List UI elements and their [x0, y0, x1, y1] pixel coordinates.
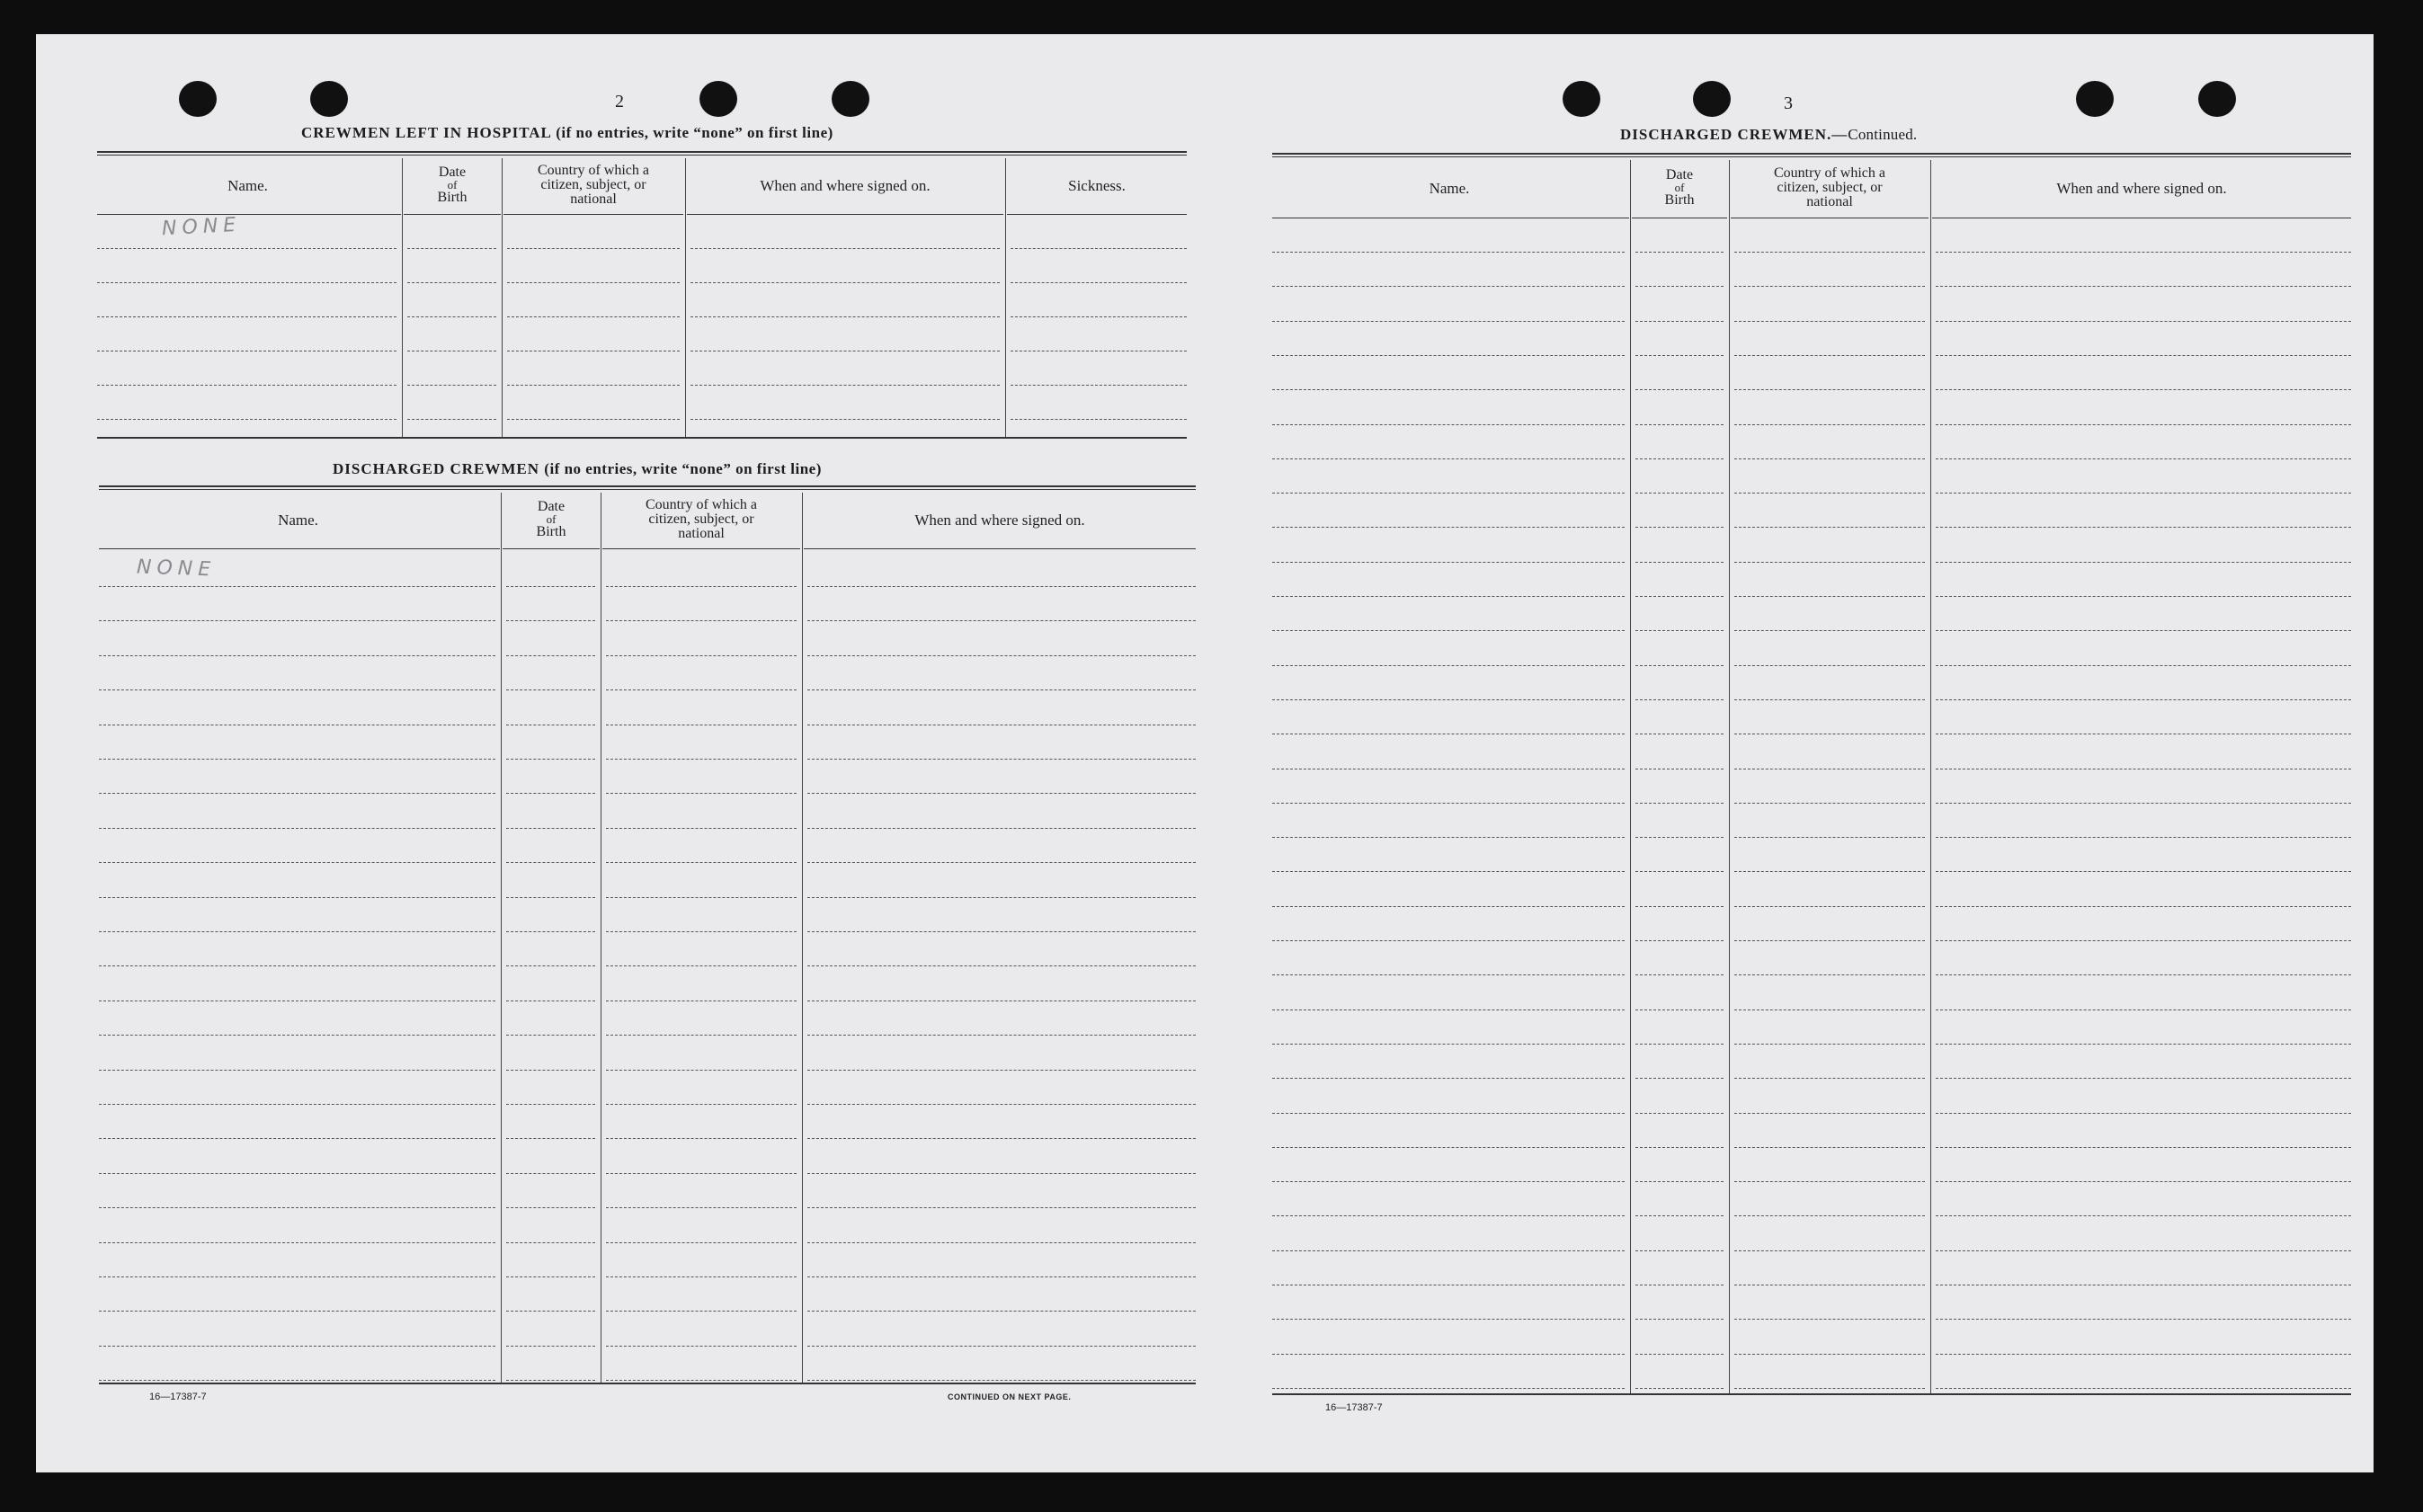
- ruled-line: [1635, 699, 1724, 700]
- ruled-line: [1734, 940, 1925, 941]
- ruled-line: [1936, 424, 2351, 425]
- handwritten-entry: NONE: [136, 556, 217, 582]
- ruled-line: [1635, 286, 1724, 287]
- table-bottom-rule: [99, 1383, 1196, 1384]
- ruled-line: [1734, 699, 1925, 700]
- ruled-line: [506, 759, 595, 760]
- ruled-line: [1936, 493, 2351, 494]
- ruled-line: [1635, 458, 1724, 459]
- ruled-line: [407, 419, 496, 420]
- page-number-right: 3: [1784, 93, 1793, 113]
- ruled-line: [1936, 1354, 2351, 1355]
- ruled-line: [1635, 1354, 1724, 1355]
- ruled-line: [807, 931, 1196, 932]
- ruled-line: [807, 1035, 1196, 1036]
- ruled-line: [97, 248, 396, 249]
- ruled-line: [606, 759, 797, 760]
- ruled-line: [1272, 630, 1625, 631]
- ruled-line: [1734, 1113, 1925, 1114]
- ruled-line: [807, 1242, 1196, 1243]
- ruled-line: [1635, 1215, 1724, 1216]
- ruled-line: [99, 1276, 495, 1277]
- ruled-line: [1635, 1009, 1724, 1010]
- ruled-line: [1635, 562, 1724, 563]
- ruled-line: [1734, 803, 1925, 804]
- ruled-line: [606, 1035, 797, 1036]
- ruled-line: [807, 586, 1196, 587]
- ruled-line: [606, 1070, 797, 1071]
- ruled-line: [1734, 1215, 1925, 1216]
- col-header-sickness: Sickness.: [1068, 176, 1126, 194]
- ruled-line: [1272, 665, 1625, 666]
- ruled-line: [606, 1311, 797, 1312]
- ruled-line: [807, 1104, 1196, 1105]
- punch-hole: [2198, 81, 2236, 117]
- ruled-line: [506, 1311, 595, 1312]
- ruled-line: [690, 385, 1000, 386]
- table-bottom-rule: [97, 437, 1187, 439]
- ruled-line: [99, 1035, 495, 1036]
- ruled-line: [1635, 596, 1724, 597]
- ruled-line: [506, 862, 595, 863]
- ruled-line: [1635, 940, 1724, 941]
- discharged-table: [99, 485, 1196, 1429]
- ruled-line: [807, 689, 1196, 690]
- ruled-line: [1936, 1181, 2351, 1182]
- ruled-line: [1635, 974, 1724, 975]
- ruled-line: [1734, 837, 1925, 838]
- ruled-line: [1734, 1044, 1925, 1045]
- ruled-line: [97, 385, 396, 386]
- ruled-line: [807, 793, 1196, 794]
- ruled-line: [1936, 1113, 2351, 1114]
- ruled-line: [606, 1276, 797, 1277]
- ruled-line: [1936, 871, 2351, 872]
- discharged-cont-suffix: Continued.: [1848, 126, 1918, 143]
- ruled-line: [506, 1380, 595, 1381]
- hospital-table: [97, 151, 1187, 466]
- ruled-line: [1011, 316, 1187, 317]
- ruled-line: [1272, 1319, 1625, 1320]
- col-header-dob: Date of Birth: [437, 165, 468, 205]
- col-header-signed: When and where signed on.: [760, 176, 931, 194]
- ruled-line: [1272, 1181, 1625, 1182]
- ruled-line: [1635, 1250, 1724, 1251]
- ruled-line: [807, 1346, 1196, 1347]
- ruled-line: [1635, 906, 1724, 907]
- discharged-instruction: (if no entries, write “none” on first line): [544, 460, 822, 477]
- ruled-line: [506, 1070, 595, 1071]
- col-header-name: Name.: [1429, 179, 1470, 197]
- ruled-line: [606, 1138, 797, 1139]
- ruled-line: [1635, 837, 1724, 838]
- ruled-line: [1272, 252, 1625, 253]
- ruled-line: [507, 316, 680, 317]
- ruled-line: [1272, 1009, 1625, 1010]
- ruled-line: [1734, 630, 1925, 631]
- ruled-line: [1936, 596, 2351, 597]
- ruled-line: [1936, 389, 2351, 390]
- ruled-line: [1734, 355, 1925, 356]
- ruled-line: [807, 759, 1196, 760]
- ruled-line: [1734, 424, 1925, 425]
- ruled-line: [1011, 282, 1187, 283]
- ruled-line: [99, 1138, 495, 1139]
- ruled-line: [1272, 940, 1625, 941]
- ruled-line: [606, 897, 797, 898]
- ruled-line: [99, 689, 495, 690]
- ruled-line: [506, 1173, 595, 1174]
- ruled-line: [1936, 837, 2351, 838]
- ruled-line: [1272, 1044, 1625, 1045]
- punch-hole: [2076, 81, 2114, 117]
- ruled-line: [1734, 1078, 1925, 1079]
- ruled-line: [1272, 974, 1625, 975]
- ruled-line: [1635, 424, 1724, 425]
- ruled-line: [1936, 1044, 2351, 1045]
- ruled-line: [1011, 248, 1187, 249]
- punch-hole: [699, 81, 737, 117]
- ruled-line: [606, 586, 797, 587]
- ruled-line: [807, 897, 1196, 898]
- ruled-line: [507, 282, 680, 283]
- ruled-line: [1635, 389, 1724, 390]
- ruled-line: [506, 1346, 595, 1347]
- col-header-country: Country of which a citizen, subject, or national: [538, 163, 649, 207]
- table-bottom-rule: [1272, 1393, 2351, 1395]
- hospital-instruction: (if no entries, write “none” on first line): [556, 124, 833, 141]
- ruled-line: [807, 1207, 1196, 1208]
- ruled-line: [1635, 355, 1724, 356]
- ruled-line: [807, 1070, 1196, 1071]
- ruled-line: [97, 282, 396, 283]
- ruled-line: [1936, 630, 2351, 631]
- ruled-line: [506, 1276, 595, 1277]
- continued-note: CONTINUED ON NEXT PAGE.: [948, 1392, 1072, 1401]
- ruled-line: [1734, 527, 1925, 528]
- ruled-line: [506, 1035, 595, 1036]
- ruled-line: [99, 655, 495, 656]
- ruled-line: [1734, 493, 1925, 494]
- ruled-line: [97, 316, 396, 317]
- ruled-line: [99, 586, 495, 587]
- ruled-line: [506, 1242, 595, 1243]
- ruled-line: [1272, 1078, 1625, 1079]
- ruled-line: [1272, 871, 1625, 872]
- ruled-line: [1635, 1319, 1724, 1320]
- ruled-line: [506, 931, 595, 932]
- ruled-line: [1936, 699, 2351, 700]
- ruled-line: [1635, 321, 1724, 322]
- ruled-line: [1272, 1113, 1625, 1114]
- ruled-line: [97, 419, 396, 420]
- discharged-title-text: DISCHARGED CREWMEN: [333, 460, 540, 477]
- ruled-line: [1011, 419, 1187, 420]
- ruled-line: [1936, 1319, 2351, 1320]
- ruled-line: [690, 419, 1000, 420]
- punch-hole: [310, 81, 348, 117]
- ruled-line: [506, 655, 595, 656]
- ruled-line: [1734, 562, 1925, 563]
- ruled-line: [606, 655, 797, 656]
- form-sheet: [36, 34, 2374, 1472]
- ruled-line: [1936, 665, 2351, 666]
- ruled-line: [1635, 630, 1724, 631]
- ruled-line: [1635, 803, 1724, 804]
- ruled-line: [606, 1242, 797, 1243]
- ruled-line: [99, 1207, 495, 1208]
- ruled-line: [407, 282, 496, 283]
- ruled-line: [807, 1173, 1196, 1174]
- ruled-line: [1272, 527, 1625, 528]
- ruled-line: [1936, 1215, 2351, 1216]
- ruled-line: [506, 828, 595, 829]
- ruled-line: [1272, 321, 1625, 322]
- ruled-line: [606, 1173, 797, 1174]
- ruled-line: [1936, 458, 2351, 459]
- ruled-line: [99, 1070, 495, 1071]
- ruled-line: [506, 1104, 595, 1105]
- hospital-title-text: CREWMEN LEFT IN HOSPITAL: [301, 124, 551, 141]
- ruled-line: [807, 620, 1196, 621]
- ruled-line: [1635, 493, 1724, 494]
- ruled-line: [507, 419, 680, 420]
- col-header-country: Country of which a citizen, subject, or national: [646, 497, 757, 541]
- ruled-line: [1734, 286, 1925, 287]
- ruled-line: [1635, 252, 1724, 253]
- ruled-line: [99, 620, 495, 621]
- ruled-line: [99, 931, 495, 932]
- ruled-line: [407, 248, 496, 249]
- ruled-line: [507, 248, 680, 249]
- ruled-line: [1011, 385, 1187, 386]
- ruled-line: [606, 1380, 797, 1381]
- ruled-line: [807, 1276, 1196, 1277]
- ruled-line: [1734, 1388, 1925, 1389]
- ruled-line: [807, 1311, 1196, 1312]
- ruled-line: [807, 1138, 1196, 1139]
- ruled-line: [99, 1242, 495, 1243]
- ruled-line: [99, 862, 495, 863]
- ruled-line: [1936, 1250, 2351, 1251]
- ruled-line: [1272, 1215, 1625, 1216]
- ruled-line: [506, 793, 595, 794]
- ruled-line: [1272, 906, 1625, 907]
- ruled-line: [1734, 665, 1925, 666]
- punch-hole: [179, 81, 217, 117]
- ruled-line: [807, 828, 1196, 829]
- ruled-line: [506, 965, 595, 966]
- ruled-line: [1734, 974, 1925, 975]
- col-header-dob: Date of Birth: [536, 499, 566, 539]
- ruled-line: [1734, 458, 1925, 459]
- ruled-line: [1635, 1044, 1724, 1045]
- handwritten-entry: NONE: [161, 213, 242, 241]
- ruled-line: [1272, 562, 1625, 563]
- ruled-line: [1635, 1078, 1724, 1079]
- ruled-line: [1272, 424, 1625, 425]
- ruled-line: [1734, 596, 1925, 597]
- ruled-line: [1936, 562, 2351, 563]
- ruled-line: [690, 282, 1000, 283]
- ruled-line: [99, 1346, 495, 1347]
- ruled-line: [1936, 286, 2351, 287]
- ruled-line: [606, 965, 797, 966]
- ruled-line: [606, 862, 797, 863]
- col-header-dob: Date of Birth: [1664, 167, 1695, 208]
- ruled-line: [1272, 1354, 1625, 1355]
- ruled-line: [606, 1207, 797, 1208]
- col-header-signed: When and where signed on.: [2056, 179, 2227, 197]
- ruled-line: [606, 1104, 797, 1105]
- table-top-rule: [97, 151, 1187, 156]
- ruled-line: [1734, 321, 1925, 322]
- ruled-line: [99, 965, 495, 966]
- ruled-line: [1936, 321, 2351, 322]
- ruled-line: [1635, 1113, 1724, 1114]
- ruled-line: [1635, 871, 1724, 872]
- ruled-line: [99, 759, 495, 760]
- ruled-line: [99, 1104, 495, 1105]
- ruled-line: [1272, 458, 1625, 459]
- ruled-line: [807, 655, 1196, 656]
- ruled-line: [1272, 286, 1625, 287]
- ruled-line: [1272, 1147, 1625, 1148]
- ruled-line: [606, 931, 797, 932]
- ruled-line: [1734, 1147, 1925, 1148]
- ruled-line: [506, 1207, 595, 1208]
- hospital-title: [301, 124, 833, 142]
- ruled-line: [690, 316, 1000, 317]
- ruled-line: [407, 316, 496, 317]
- punch-hole: [1693, 81, 1731, 117]
- col-header-signed: When and where signed on.: [914, 511, 1085, 529]
- ruled-line: [1734, 389, 1925, 390]
- ruled-line: [1936, 1009, 2351, 1010]
- ruled-line: [99, 1380, 495, 1381]
- ruled-line: [1936, 906, 2351, 907]
- ruled-line: [606, 689, 797, 690]
- page-number-left: 2: [615, 92, 624, 111]
- ruled-line: [1936, 527, 2351, 528]
- ruled-line: [1635, 665, 1724, 666]
- ruled-line: [1734, 1181, 1925, 1182]
- ruled-line: [1272, 493, 1625, 494]
- discharged-cont-title-text: DISCHARGED CREWMEN.—: [1620, 126, 1848, 143]
- ruled-line: [407, 385, 496, 386]
- ruled-line: [1272, 803, 1625, 804]
- ruled-line: [606, 793, 797, 794]
- ruled-line: [1936, 940, 2351, 941]
- discharged-cont-table: [1272, 153, 2351, 1429]
- ruled-line: [1734, 1354, 1925, 1355]
- ruled-line: [1272, 389, 1625, 390]
- ruled-line: [99, 1173, 495, 1174]
- ruled-line: [807, 862, 1196, 863]
- ruled-line: [506, 897, 595, 898]
- ruled-line: [99, 828, 495, 829]
- form-code-right: 16—17387-7: [1325, 1402, 1383, 1413]
- ruled-line: [1936, 1078, 2351, 1079]
- ruled-line: [1936, 1147, 2351, 1148]
- form-code-left: 16—17387-7: [149, 1392, 207, 1402]
- ruled-line: [1936, 1388, 2351, 1389]
- ruled-line: [606, 1346, 797, 1347]
- ruled-line: [1272, 1250, 1625, 1251]
- ruled-line: [690, 248, 1000, 249]
- ruled-line: [1734, 1319, 1925, 1320]
- ruled-line: [99, 793, 495, 794]
- table-top-rule: [1272, 153, 2351, 157]
- ruled-line: [606, 620, 797, 621]
- col-header-name: Name.: [227, 176, 268, 194]
- ruled-line: [1936, 252, 2351, 253]
- ruled-line: [507, 385, 680, 386]
- col-header-country: Country of which a citizen, subject, or national: [1774, 165, 1885, 209]
- ruled-line: [1272, 699, 1625, 700]
- ruled-line: [1734, 1250, 1925, 1251]
- ruled-line: [1272, 1388, 1625, 1389]
- ruled-line: [99, 897, 495, 898]
- ruled-line: [807, 1380, 1196, 1381]
- ruled-line: [1272, 596, 1625, 597]
- ruled-line: [1635, 1388, 1724, 1389]
- punch-hole: [832, 81, 869, 117]
- punch-hole: [1563, 81, 1600, 117]
- ruled-line: [506, 1138, 595, 1139]
- ruled-line: [1734, 871, 1925, 872]
- ruled-line: [1272, 355, 1625, 356]
- ruled-line: [506, 586, 595, 587]
- ruled-line: [606, 828, 797, 829]
- table-top-rule: [99, 485, 1196, 490]
- ruled-line: [1734, 252, 1925, 253]
- ruled-line: [1635, 1181, 1724, 1182]
- ruled-line: [99, 1311, 495, 1312]
- ruled-line: [1635, 527, 1724, 528]
- ruled-line: [506, 620, 595, 621]
- ruled-line: [807, 965, 1196, 966]
- ruled-line: [1936, 803, 2351, 804]
- ruled-line: [1936, 974, 2351, 975]
- ruled-line: [1734, 1009, 1925, 1010]
- col-header-name: Name.: [278, 511, 318, 529]
- ruled-line: [1635, 1147, 1724, 1148]
- ruled-line: [1272, 837, 1625, 838]
- ruled-line: [506, 689, 595, 690]
- discharged-title: [333, 460, 822, 478]
- ruled-line: [1734, 906, 1925, 907]
- ruled-line: [1936, 355, 2351, 356]
- discharged-cont-title: [1620, 126, 1917, 144]
